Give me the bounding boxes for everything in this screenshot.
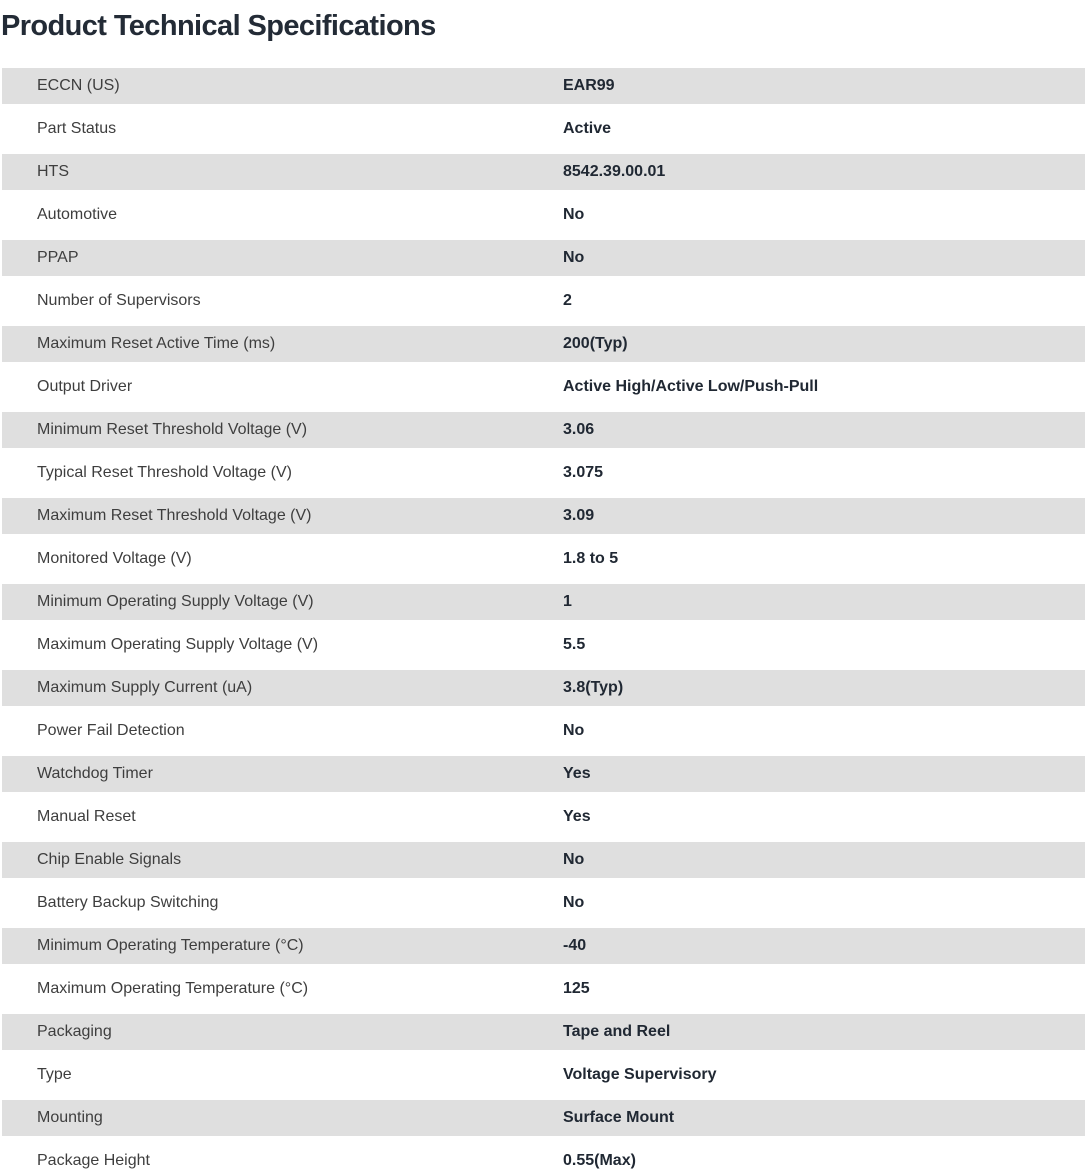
table-row (2, 68, 1085, 104)
spec-value: 200(Typ) (563, 335, 628, 352)
spec-label: Battery Backup Switching (37, 894, 219, 911)
spec-label: Typical Reset Threshold Voltage (V) (37, 464, 292, 481)
spec-label: Packaging (37, 1023, 112, 1040)
table-row (2, 842, 1085, 878)
table-row (2, 369, 1085, 405)
spec-value: 8542.39.00.01 (563, 163, 666, 180)
spec-label: Manual Reset (37, 808, 136, 825)
spec-value: 2 (563, 292, 572, 309)
page-title: Product Technical Specifications (1, 10, 436, 42)
spec-value: Tape and Reel (563, 1023, 671, 1040)
table-row (2, 1057, 1085, 1093)
spec-label: Power Fail Detection (37, 722, 185, 739)
spec-value: 1 (563, 593, 572, 610)
table-row (2, 154, 1085, 190)
table-row (2, 885, 1085, 921)
spec-value: -40 (563, 937, 587, 954)
spec-label: Maximum Operating Supply Voltage (V) (37, 636, 319, 653)
spec-value: No (563, 851, 585, 868)
table-row (2, 928, 1085, 964)
table-row (2, 1014, 1085, 1050)
table-row (2, 412, 1085, 448)
spec-label: Automotive (37, 206, 118, 223)
table-row (2, 584, 1085, 620)
table-row (2, 197, 1085, 233)
spec-label: Maximum Reset Active Time (ms) (37, 335, 276, 352)
spec-value: Voltage Supervisory (563, 1066, 717, 1083)
table-row (2, 498, 1085, 534)
spec-value: 125 (563, 980, 590, 997)
spec-label: Mounting (37, 1109, 103, 1126)
table-row (2, 541, 1085, 577)
table-row (2, 455, 1085, 491)
spec-label: Minimum Operating Temperature (°C) (37, 937, 304, 954)
spec-label: ECCN (US) (37, 77, 120, 94)
spec-value: 3.8(Typ) (563, 679, 624, 696)
spec-value: 3.06 (563, 421, 595, 438)
spec-label: Maximum Operating Temperature (°C) (37, 980, 309, 997)
spec-label: Output Driver (37, 378, 133, 395)
spec-label: Type (37, 1066, 72, 1083)
spec-value: Yes (563, 808, 591, 825)
table-row (2, 627, 1085, 663)
spec-label: Minimum Operating Supply Voltage (V) (37, 593, 314, 610)
spec-label: Watchdog Timer (37, 765, 153, 782)
spec-value: 0.55(Max) (563, 1152, 636, 1169)
spec-label: PPAP (37, 249, 79, 266)
table-row (2, 1143, 1085, 1170)
spec-label: Chip Enable Signals (37, 851, 182, 868)
spec-value: No (563, 722, 585, 739)
spec-label: Package Height (37, 1152, 150, 1169)
spec-value: No (563, 894, 585, 911)
spec-value: 5.5 (563, 636, 586, 653)
table-row (2, 111, 1085, 147)
spec-value: Active (563, 120, 612, 137)
spec-value: 3.075 (563, 464, 604, 481)
spec-value: 1.8 to 5 (563, 550, 619, 567)
table-row (2, 713, 1085, 749)
spec-label: Part Status (37, 120, 117, 137)
table-row (2, 971, 1085, 1007)
table-row (2, 283, 1085, 319)
spec-label: HTS (37, 163, 69, 180)
table-row (2, 326, 1085, 362)
spec-label: Monitored Voltage (V) (37, 550, 192, 567)
spec-value: EAR99 (563, 77, 615, 94)
table-row (2, 670, 1085, 706)
spec-value: 3.09 (563, 507, 595, 524)
spec-label: Number of Supervisors (37, 292, 201, 309)
spec-label: Minimum Reset Threshold Voltage (V) (37, 421, 308, 438)
table-row (2, 1100, 1085, 1136)
spec-value: Active High/Active Low/Push-Pull (563, 378, 819, 395)
spec-label: Maximum Supply Current (uA) (37, 679, 253, 696)
table-row (2, 240, 1085, 276)
spec-value: Surface Mount (563, 1109, 675, 1126)
spec-table (2, 68, 1085, 1170)
spec-value: Yes (563, 765, 591, 782)
spec-value: No (563, 249, 585, 266)
spec-value: No (563, 206, 585, 223)
table-row (2, 756, 1085, 792)
table-row (2, 799, 1085, 835)
spec-label: Maximum Reset Threshold Voltage (V) (37, 507, 312, 524)
